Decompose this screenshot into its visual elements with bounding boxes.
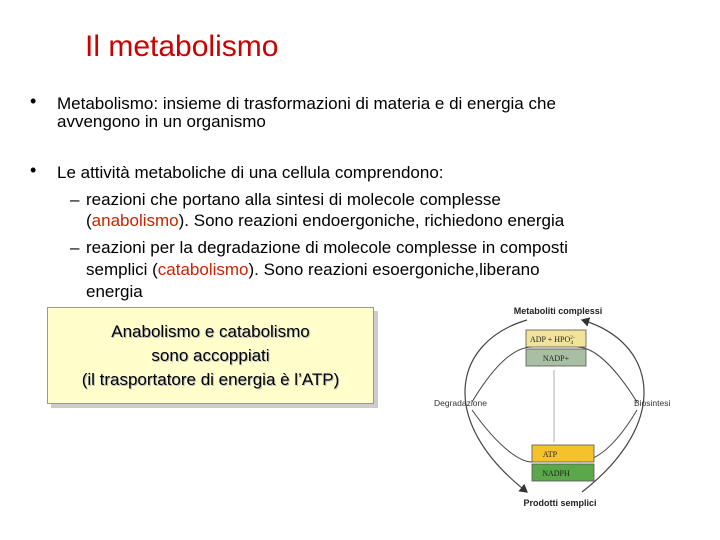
sub-bullet-catabolismo — [0, 238, 720, 304]
right-label: Biosintesi — [634, 398, 671, 408]
dash-marker: – — [70, 238, 80, 257]
left-label: Degradazione — [434, 398, 487, 408]
bullet-dot-icon: • — [30, 160, 37, 180]
anabolismo-term: anabolismo — [91, 211, 179, 230]
sub-bullet-1-line-2: (anabolismo). Sono reazioni endoergoniche, richiedono energia — [86, 211, 565, 230]
sub-bullet-1-line-1: reazioni che portano alla sintesi di molecole complesse — [86, 190, 501, 209]
inner-arc-bottom — [472, 410, 532, 462]
sub-bullet-2-line-2: semplici (catabolismo). Sono reazioni esoergoniche,liberano — [86, 260, 540, 279]
top-label: Metaboliti complessi — [513, 306, 603, 316]
sub-bullet-anabolismo — [0, 190, 720, 234]
metabolism-cycle-diagram — [432, 302, 678, 512]
atp-label: ATP — [542, 450, 558, 459]
bullet-1-line-1: Metabolismo: insieme di trasformazioni di materia e di energia che — [57, 94, 556, 113]
cycle-figure — [432, 302, 678, 512]
catabolismo-term: catabolismo — [157, 260, 249, 279]
note-line-1: Anabolismo e catabolismo — [111, 322, 310, 341]
sub-bullet-2-line-1: reazioni per la degradazione di molecole complesse in composti — [86, 238, 568, 257]
atp-box — [532, 445, 594, 462]
bullet-dot-icon: • — [30, 91, 37, 111]
inner-arc-top — [472, 347, 532, 402]
nadph-label: NADPH — [542, 469, 570, 478]
bullet-2-line-1: Le attività metaboliche di una cellula comprendono: — [57, 163, 444, 182]
note-line-2: sono accoppiati — [151, 346, 270, 365]
nadp-label: NADP+ — [542, 354, 570, 363]
adp-label: ADP + $HPO^{2-}$ 4 — [530, 335, 576, 346]
bullet-1-line-2: avvengono in un organismo — [57, 112, 266, 131]
bottom-label: Prodotti semplici — [523, 498, 597, 508]
slide-title: Il metabolismo — [85, 30, 279, 63]
coupling-note-box — [47, 307, 374, 404]
sub-bullet-2-line-3: energia — [86, 282, 143, 301]
dash-marker: – — [70, 190, 80, 209]
note-line-3: (il trasportatore di energia è l’ATP) — [81, 370, 340, 389]
